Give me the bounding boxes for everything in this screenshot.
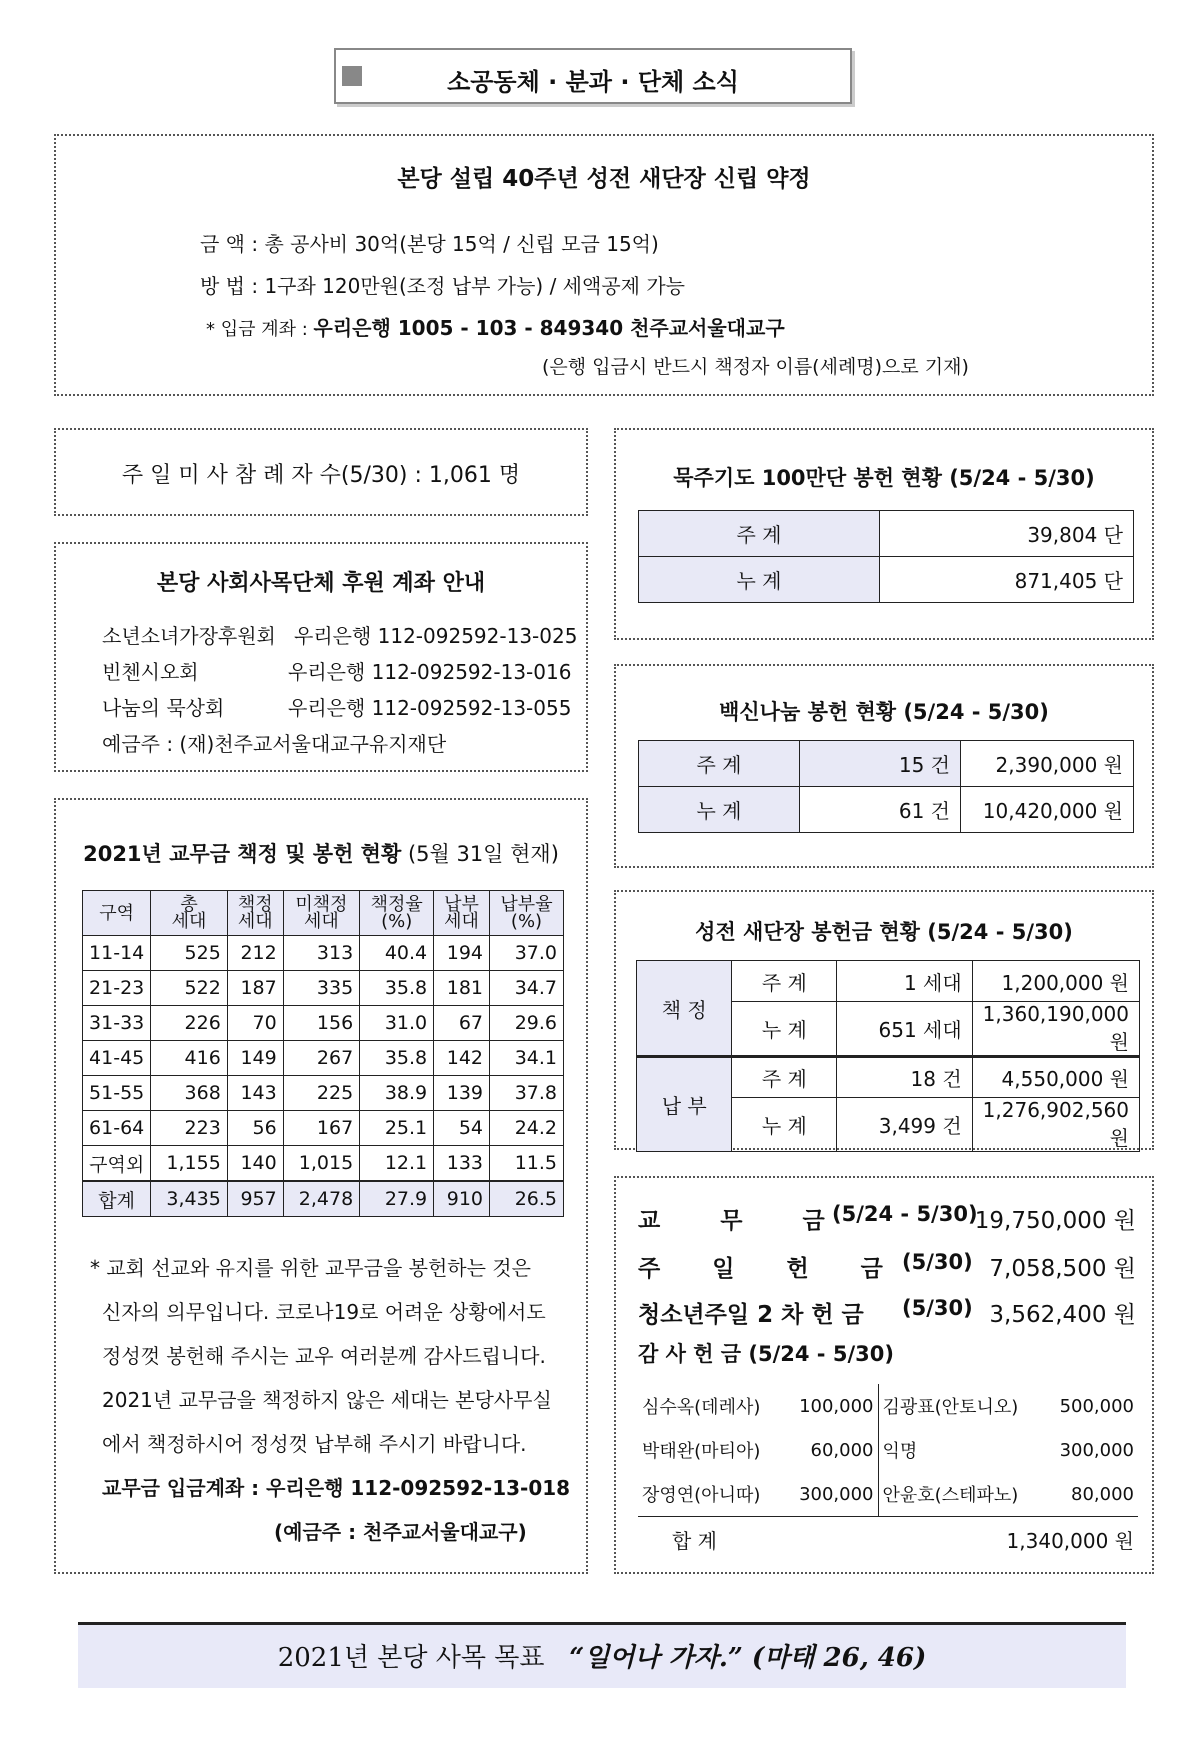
renovation-table [636,960,1140,1152]
thanks-row [638,1384,1138,1428]
dues-cell: 70 [227,1006,283,1041]
vaccine-week-label: 주 계 [639,741,800,787]
rosary-total-label: 누 계 [639,557,880,603]
dues-header-cell: 구역 [83,891,151,936]
dues-cell: 139 [434,1076,490,1111]
social-box [54,542,588,772]
footer-banner [78,1622,1126,1688]
dues-cell: 957 [227,1181,283,1217]
dues-cell: 25.1 [360,1111,434,1146]
dues-cell: 37.8 [490,1076,564,1111]
renovation-amount: 1,360,190,000 원 [972,1002,1139,1057]
dues-cell: 11-14 [83,936,151,971]
rosary-table [638,510,1134,603]
dues-cell: 133 [434,1146,490,1182]
dues-cell: 31-33 [83,1006,151,1041]
thanks-total-label: 합 계 [672,1528,717,1553]
dues-header-cell: 총 세대 [151,891,227,936]
vaccine-box [614,664,1154,868]
dues-header-cell: 납부율 (%) [490,891,564,936]
thanks-row [638,1472,1138,1517]
pledge-account-label: * 입금 계좌 : [206,319,314,340]
dues-account: 교무금 입금계좌 : 우리은행 112-092592-13-018 [102,1476,571,1500]
renovation-label: 누 계 [732,1098,837,1152]
renovation-count: 651 세대 [837,1002,972,1057]
pledge-note: (은행 입금시 반드시 책정자 이름(세례명)으로 기재) [542,356,969,378]
thanks-total-row [638,1517,1138,1562]
donor-amount: 80,000 [1071,1483,1134,1505]
dues-cell: 27.9 [360,1181,434,1217]
dues-cell: 56 [227,1111,283,1146]
attendance-box [54,428,588,516]
donor-name: 장영연(아니따) [642,1485,761,1506]
attendance-text: 주 일 미 사 참 례 자 수(5/30) : 1,061 명 [121,463,521,488]
collection-period-3: (5/30) [902,1296,973,1320]
donor-name: 박태완(마티아) [642,1441,761,1462]
section-header [334,48,852,104]
rosary-title: 묵주기도 100만단 봉헌 현황 (5/24 - 5/30) [673,466,1095,490]
dues-cell: 35.8 [360,971,434,1006]
collection-label-3: 청소년주일 2 차 헌 금 [638,1302,864,1328]
dues-cell: 합계 [83,1181,151,1217]
vaccine-week-amount: 2,390,000 원 [961,741,1134,787]
social-name-2: 빈첸시오회 [102,660,199,684]
dues-cell: 31.0 [360,1006,434,1041]
collection-label-2: 주 일 헌 금 [638,1256,905,1282]
thanks-table-body [638,1384,1138,1517]
social-account-3: 우리은행 112-092592-13-055 [288,696,572,720]
donor-name: 김광표(안토니오) [878,1384,1043,1428]
dues-cell: 21-23 [83,971,151,1006]
collections-box [614,1176,1154,1574]
dues-cell: 29.6 [490,1006,564,1041]
collection-period-2: (5/30) [902,1250,973,1274]
dues-box [54,798,588,1574]
dues-cell: 156 [283,1006,359,1041]
footer-prefix: 2021년 본당 사목 목표 [277,1643,545,1673]
table-row [639,557,1134,603]
dues-header-cell: 미책정 세대 [283,891,359,936]
renovation-box [614,890,1154,1150]
donor-name: 안윤호(스테파노) [878,1472,1043,1517]
dues-cell: 54 [434,1111,490,1146]
pledge-account-value: 우리은행 1005 - 103 - 849340 천주교서울대교구 [313,316,785,340]
dues-cell: 416 [151,1041,227,1076]
table-row [637,1057,1140,1098]
rosary-box [614,428,1154,640]
dues-cell: 226 [151,1006,227,1041]
table-row [83,1041,564,1076]
renovation-amount: 4,550,000 원 [972,1057,1139,1098]
dues-cell: 41-45 [83,1041,151,1076]
collection-amount-3: 3,562,400 원 [989,1302,1136,1328]
dues-cell: 2,478 [283,1181,359,1217]
thanks-row [638,1428,1138,1472]
pledge-amount: 금 액 : 총 공사비 30억(본당 15억 / 신립 모금 15억) [200,232,659,256]
dues-cell: 1,015 [283,1146,359,1182]
dues-cell: 3,435 [151,1181,227,1217]
dues-holder: (예금주 : 천주교서울대교구) [274,1520,527,1544]
collection-period-1: (5/24 - 5/30) [832,1202,978,1226]
social-name-3: 나눔의 묵상회 [102,696,225,720]
dues-cell: 37.0 [490,936,564,971]
vaccine-week-count: 15 건 [800,741,961,787]
dues-cell: 143 [227,1076,283,1111]
dues-cell: 26.5 [490,1181,564,1217]
dues-cell: 223 [151,1111,227,1146]
dues-cell: 1,155 [151,1146,227,1182]
social-account-1: 우리은행 112-092592-13-025 [294,624,578,648]
vaccine-title: 백신나눔 봉헌 현황 (5/24 - 5/30) [719,700,1049,724]
footer-motto: “일어나 가자.” (마태 26, 46) [569,1643,927,1673]
rosary-week-value: 39,804 단 [880,511,1134,557]
dues-cell: 149 [227,1041,283,1076]
collection-amount-2: 7,058,500 원 [989,1256,1136,1282]
dues-cell: 525 [151,936,227,971]
dues-cell: 34.7 [490,971,564,1006]
renovation-label: 주 계 [732,961,837,1002]
dues-header-cell: 납부 세대 [434,891,490,936]
dues-cell: 61-64 [83,1111,151,1146]
thanks-title: 감 사 헌 금 (5/24 - 5/30) [638,1342,894,1366]
dues-cell: 11.5 [490,1146,564,1182]
dues-note-5: 에서 책정하시어 정성껏 납부해 주시기 바랍니다. [102,1432,527,1456]
dues-table-body [83,936,564,1217]
dues-cell: 225 [283,1076,359,1111]
dues-cell: 24.2 [490,1111,564,1146]
donor-name: 익명 [878,1428,1043,1472]
pledge-method: 방 법 : 1구좌 120만원(조정 납부 가능) / 세액공제 가능 [200,274,685,298]
table-row [83,936,564,971]
dues-header-cell: 책정 세대 [227,891,283,936]
donor-name: 심수옥(데레사) [642,1397,761,1418]
dues-note-2: 신자의 의무입니다. 코로나19로 어려운 상황에서도 [102,1300,546,1324]
dues-cell: 35.8 [360,1041,434,1076]
collection-amount-1: 19,750,000 원 [974,1208,1136,1234]
collection-label-1: 교 무 금 [638,1208,851,1234]
dues-cell: 368 [151,1076,227,1111]
vaccine-total-amount: 10,420,000 원 [961,787,1134,833]
dues-table [82,890,564,1217]
dues-cell: 구역외 [83,1146,151,1182]
vaccine-table [638,740,1134,833]
dues-cell: 522 [151,971,227,1006]
dues-note-1: * 교회 선교와 유지를 위한 교무금을 봉헌하는 것은 [90,1256,531,1280]
donor-amount: 60,000 [810,1439,874,1461]
table-row [639,511,1134,557]
thanks-total-value: 1,340,000 원 [1006,1528,1134,1553]
pledge-box [54,134,1154,396]
social-account-2: 우리은행 112-092592-13-016 [288,660,572,684]
donor-amount: 500,000 [1059,1395,1134,1417]
renovation-count: 1 세대 [837,961,972,1002]
dues-cell: 140 [227,1146,283,1182]
social-holder: 예금주 : (재)천주교서울대교구유지재단 [102,732,447,756]
rosary-total-value: 871,405 단 [880,557,1134,603]
renovation-group-pledged: 책 정 [637,961,732,1057]
table-row [83,1111,564,1146]
dues-cell: 187 [227,971,283,1006]
dues-title [56,838,586,868]
renovation-title: 성전 새단장 봉헌금 현황 (5/24 - 5/30) [695,920,1073,944]
dues-cell: 167 [283,1111,359,1146]
table-row [637,961,1140,1002]
dues-cell: 38.9 [360,1076,434,1111]
table-row [639,787,1134,833]
dues-table-header [83,891,564,936]
dues-title-main: 2021년 교무금 책정 및 봉헌 현황 [83,842,402,866]
renovation-count: 18 건 [837,1057,972,1098]
dues-title-date: (5월 31일 현재) [407,842,559,866]
renovation-count: 3,499 건 [837,1098,972,1152]
dues-cell: 267 [283,1041,359,1076]
pledge-title: 본당 설립 40주년 성전 새단장 신립 약정 [397,166,811,192]
table-row [83,971,564,1006]
dues-cell: 335 [283,971,359,1006]
renovation-amount: 1,276,902,560 원 [972,1098,1139,1152]
dues-total-row [83,1181,564,1217]
table-row [83,1006,564,1041]
renovation-label: 주 계 [732,1057,837,1098]
dues-cell: 34.1 [490,1041,564,1076]
donor-amount: 300,000 [1059,1439,1134,1461]
table-row [639,741,1134,787]
dues-cell: 12.1 [360,1146,434,1182]
social-title: 본당 사회사목단체 후원 계좌 안내 [156,571,486,596]
dues-cell: 181 [434,971,490,1006]
dues-cell: 142 [434,1041,490,1076]
dues-cell: 40.4 [360,936,434,971]
dues-header-cell: 책정율 (%) [360,891,434,936]
dues-cell: 67 [434,1006,490,1041]
vaccine-total-label: 누 계 [639,787,800,833]
dues-note-3: 정성껏 봉헌해 주시는 교우 여러분께 감사드립니다. [102,1344,546,1368]
renovation-amount: 1,200,000 원 [972,961,1139,1002]
thanks-table [638,1384,1138,1561]
dues-cell: 910 [434,1181,490,1217]
social-name-1: 소년소녀가장후원회 [102,624,276,648]
pledge-account [206,312,785,341]
donor-amount: 300,000 [799,1483,874,1505]
dues-cell: 194 [434,936,490,971]
table-row [83,1076,564,1111]
table-row [83,1146,564,1182]
renovation-group-paid: 납 부 [637,1057,732,1152]
dues-cell: 51-55 [83,1076,151,1111]
donor-amount: 100,000 [799,1395,874,1417]
dues-cell: 313 [283,936,359,971]
footer-text [78,1637,1126,1674]
vaccine-total-count: 61 건 [800,787,961,833]
dues-note-4: 2021년 교무금을 책정하지 않은 세대는 본당사무실 [102,1388,552,1412]
rosary-week-label: 주 계 [639,511,880,557]
dues-cell: 212 [227,936,283,971]
renovation-label: 누 계 [732,1002,837,1057]
section-title: 소공동체 · 분과 · 단체 소식 [447,68,739,96]
